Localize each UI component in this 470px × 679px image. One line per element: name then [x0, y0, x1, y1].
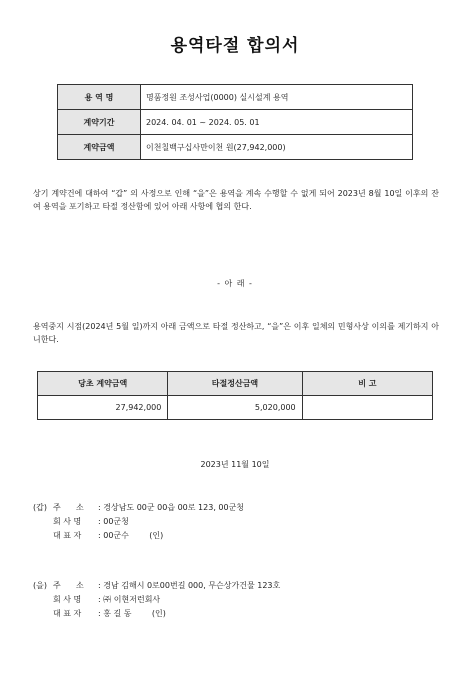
settlement-table	[37, 371, 433, 420]
party-a-rep-label: 대 표 자	[53, 531, 82, 540]
contract-period-value: 2024. 04. 01 ~ 2024. 05. 01	[141, 110, 413, 135]
party-b-mark: (을)	[33, 581, 47, 590]
party-a-company-value: : 00군청	[98, 517, 129, 526]
remarks-value	[302, 396, 432, 420]
party-a-block	[33, 501, 244, 543]
table-row	[58, 110, 413, 135]
party-b-address-value: : 경남 김해시 0로00번길 000, 무슨상가건물 123호	[98, 581, 281, 590]
party-b-company-label: 회 사 명	[53, 595, 82, 604]
party-b-company-row	[33, 593, 280, 607]
party-b-address-label: 주 소	[53, 581, 84, 590]
party-b-rep-label: 대 표 자	[53, 609, 82, 618]
table-row	[38, 396, 433, 420]
party-a-mark: (갑)	[33, 503, 47, 512]
section-heading-below: - 아 래 -	[217, 279, 253, 288]
settlement-amount-value: 5,020,000	[168, 396, 302, 420]
contract-period-label: 계약기간	[58, 110, 141, 135]
table-header-row	[38, 372, 433, 396]
party-b-company-value: : ㈜ 이현저런회사	[98, 595, 161, 604]
contract-info-table	[57, 84, 413, 160]
party-a-company-label: 회 사 명	[53, 517, 82, 526]
header-original-amount: 당초 계약금액	[38, 372, 168, 396]
intro-paragraph: 상기 계약건에 대하여 “갑” 의 사정으로 인해 “을”은 용역을 계속 수행할 수 없게 되어 2023년 8월 10일 이후의 잔여 용역을 포기하고 타절 정산함에 있어 아래 사항에 협의 한다.	[33, 189, 439, 211]
party-a-company-row	[33, 515, 244, 529]
terms-paragraph: 용역중지 시점(2024년 5월 일)까지 아래 금액으로 타절 정산하고, “을”은 이후 일체의 민형사상 이의를 제기하지 아니한다.	[33, 322, 439, 344]
party-b-rep-value: : 홍 길 동 (인)	[98, 609, 166, 618]
table-row	[58, 85, 413, 110]
party-b-block	[33, 579, 280, 621]
party-b-address-row	[33, 579, 280, 593]
party-a-address-label: 주 소	[53, 503, 84, 512]
service-name-label: 용 역 명	[58, 85, 141, 110]
party-a-address-row	[33, 501, 244, 515]
contract-amount-label: 계약금액	[58, 135, 141, 160]
party-a-rep-row	[33, 529, 244, 543]
party-a-address-value: : 경상남도 00군 00읍 00로 123, 00군청	[98, 503, 245, 512]
header-remarks: 비 고	[302, 372, 432, 396]
table-row	[58, 135, 413, 160]
agreement-date: 2023년 11월 10일	[200, 460, 270, 469]
contract-amount-value: 이천칠백구십사만이천 원(27,942,000)	[141, 135, 413, 160]
header-settlement-amount: 타절정산금액	[168, 372, 302, 396]
original-amount-value: 27,942,000	[38, 396, 168, 420]
party-a-rep-value: : 00군수 (인)	[98, 531, 164, 540]
page-title: 용역타절 합의서	[170, 36, 300, 56]
service-name-value: 명품정원 조성사업(0000) 실시설계 용역	[141, 85, 413, 110]
party-b-rep-row	[33, 607, 280, 621]
